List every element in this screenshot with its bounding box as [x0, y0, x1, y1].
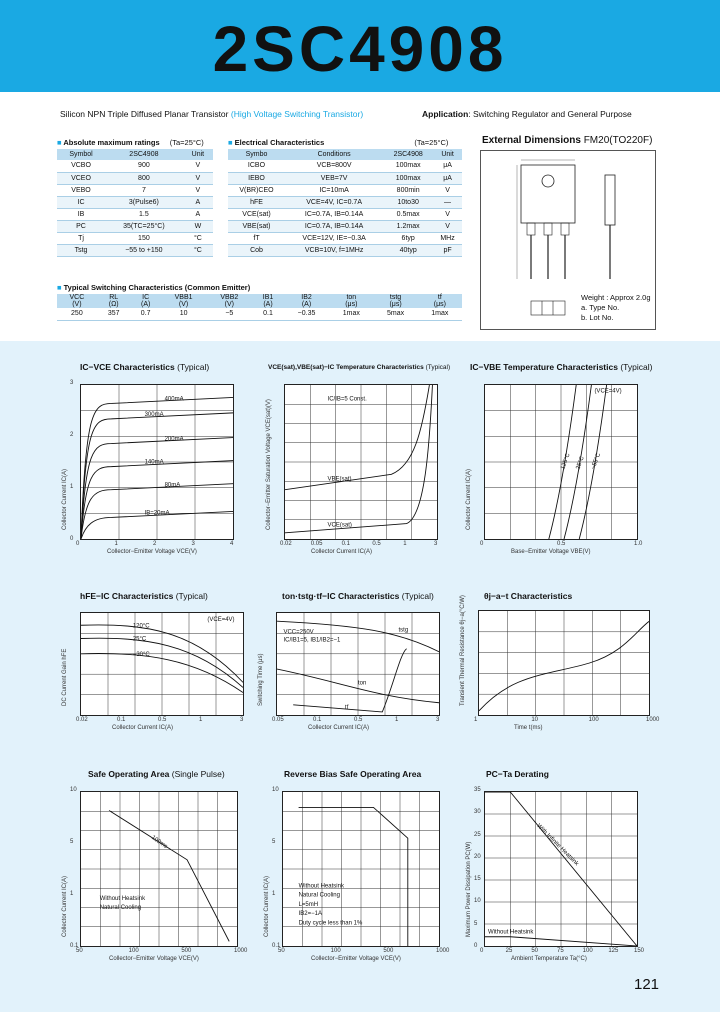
chart-note: Natural Cooling: [99, 905, 142, 912]
elec-table: [228, 149, 462, 257]
curve-label: ton: [358, 680, 367, 687]
curve-label: 200mA: [164, 436, 184, 443]
chart-note: IC/IB1=5, IB1/IB2=−1: [283, 637, 341, 644]
curve-label: 25°C: [132, 636, 147, 643]
table-cell: 10: [161, 308, 207, 320]
curve-label: VCE(sat): [327, 522, 352, 529]
table-cell: V: [433, 208, 462, 220]
plot-svg: [81, 385, 233, 539]
column-header: 2SC4908: [105, 149, 183, 160]
table-cell: V(BR)CEO: [228, 184, 285, 196]
x-tick-label: 25: [505, 948, 513, 954]
table-row: [228, 220, 462, 232]
table-row: [57, 232, 213, 244]
y-tick-label: 10: [272, 787, 279, 793]
table-cell: V: [183, 172, 213, 184]
table-cell: VCBO: [57, 160, 105, 172]
table-row: [57, 208, 213, 220]
table-cell: IC=0.7A, IB=0.14A: [285, 220, 383, 232]
table-cell: 100max: [383, 172, 433, 184]
vce-sat-curve: [285, 385, 432, 533]
x-tick-label: 1000: [646, 717, 660, 723]
table-cell: −0.35: [284, 308, 329, 320]
chart-title-theta: θj−a−t Characteristics: [484, 591, 573, 601]
column-header: Conditions: [285, 149, 383, 160]
column-header: ton (μs): [329, 294, 373, 308]
curve-label: 100ms: [150, 834, 169, 851]
ext-dim-heading: External Dimensions FM20(TO220F): [482, 135, 653, 146]
table-cell: VCE(sat): [228, 208, 285, 220]
table-cell: VCE=4V, IC=0.7A: [285, 196, 383, 208]
table-row: [228, 196, 462, 208]
table-cell: V: [183, 160, 213, 172]
x-tick-label: 0.5: [158, 717, 167, 723]
chart-note: (VCE=4V): [207, 617, 235, 624]
x-axis-label: Base−Emitter Voltage VBE(V): [511, 549, 591, 555]
chart-title-switching: ton·tstg·tf−IC Characteristics (Typical): [282, 591, 434, 601]
x-tick-label: 0.1: [341, 541, 350, 547]
table-cell: −55 to +150: [105, 244, 183, 256]
x-tick-label: 0.05: [310, 541, 323, 547]
table-cell: 5max: [373, 308, 417, 320]
chart-title-hfe: hFE−IC Characteristics (Typical): [80, 591, 208, 601]
x-tick-label: 500: [383, 948, 394, 954]
x-tick-label: 1: [395, 717, 399, 723]
chart-ic-vbe: [484, 384, 638, 540]
table-cell: A: [183, 208, 213, 220]
y-tick-label: 0.1: [272, 943, 281, 949]
curve-label: tf: [345, 704, 349, 711]
table-cell: 357: [97, 308, 131, 320]
chart-note: Without Heatsink: [99, 895, 146, 902]
table-cell: 10to30: [383, 196, 433, 208]
chart-theta: [478, 610, 650, 716]
x-axis-label: Collector Current IC(A): [112, 725, 174, 731]
chart-title-rbsoa: Reverse Bias Safe Operating Area: [284, 769, 422, 779]
x-tick-label: 150: [634, 948, 645, 954]
curve-label: 400mA: [164, 396, 184, 403]
table-row: [228, 172, 462, 184]
chart-title-ic-vbe: IC−VBE Temperature Characteristics (Typical): [470, 362, 653, 372]
x-tick-label: 3: [434, 541, 438, 547]
plot-svg: [285, 385, 437, 539]
switching-heading: ■ Typical Switching Characteristics (Common Emitter): [57, 283, 251, 292]
column-header: IB2 (A): [284, 294, 329, 308]
chart-title-sat: VCE(sat),VBE(sat)−IC Temperature Characteristics (Typical): [268, 364, 451, 371]
x-tick-label: 0.02: [280, 541, 292, 547]
column-header: Symbol: [57, 149, 105, 160]
y-tick-label: 0: [474, 943, 478, 949]
tf-curve: [293, 649, 406, 712]
table-cell: fT: [228, 232, 285, 244]
chart-note: IB2=−1A: [298, 911, 322, 918]
y-axis-label: Transient Thermal Resistance θj−a(°C/W): [460, 595, 466, 706]
y-tick-label: 0: [70, 536, 74, 542]
x-tick-label: 100: [330, 948, 341, 954]
curve-label: 300mA: [144, 411, 164, 418]
abs-max-table: [57, 149, 213, 257]
x-axis-label: Collector Current IC(A): [311, 549, 373, 555]
table-cell: 0.7: [131, 308, 161, 320]
column-header: VBB2 (V): [206, 294, 252, 308]
y-axis-label: Collector Current IC(A): [62, 468, 68, 530]
table-cell: VBE(sat): [228, 220, 285, 232]
part-number-title: 2SC4908: [212, 13, 508, 85]
plot-svg: [81, 613, 243, 715]
table-cell: 7: [105, 184, 183, 196]
x-tick-label: 1: [114, 541, 118, 547]
table-cell: 1max: [418, 308, 462, 320]
table-cell: VCB=10V, f=1MHz: [285, 244, 383, 256]
table-cell: 0.5max: [383, 208, 433, 220]
x-tick-label: 125: [608, 948, 619, 954]
y-tick-label: 30: [474, 809, 481, 816]
y-axis-label: Collector−Emitter Saturation Voltage VCE(sat)(V): [266, 399, 272, 530]
curve-label: 120°C: [132, 623, 150, 630]
y-axis-label: Collector Current IC(A): [264, 875, 270, 937]
x-tick-label: 1: [474, 717, 478, 723]
table-row: [228, 232, 462, 244]
x-tick-label: 100: [588, 717, 599, 723]
table-cell: MHz: [433, 232, 462, 244]
column-header: tstg (μs): [373, 294, 417, 308]
table-cell: 1.2max: [383, 220, 433, 232]
table-cell: 100max: [383, 160, 433, 172]
table-cell: VCEO: [57, 172, 105, 184]
curve-label: IB=20mA: [144, 510, 170, 517]
table-cell: V: [433, 220, 462, 232]
y-axis-label: Maximum Power Dissipation PC(W): [466, 841, 472, 937]
table-cell: V: [183, 184, 213, 196]
table-cell: 800min: [383, 184, 433, 196]
soa-boundary: [109, 810, 229, 941]
table-cell: IC: [57, 196, 105, 208]
chart-rbsoa: [282, 791, 440, 947]
x-axis-label: Collector−Emitter Voltage VCE(V): [107, 549, 197, 555]
y-tick-label: 5: [272, 839, 276, 845]
table-cell: V: [433, 184, 462, 196]
x-tick-label: 3: [191, 541, 195, 547]
column-header: IB1 (A): [252, 294, 284, 308]
chart-note: (VCE=4V): [594, 388, 622, 395]
x-tick-label: 100: [128, 948, 139, 954]
curve-label: −55°C: [590, 452, 603, 471]
chart-note: Without Heatsink: [298, 883, 344, 890]
y-tick-label: 20: [474, 853, 481, 860]
table-cell: 1max: [329, 308, 373, 320]
title-banner: [0, 0, 720, 92]
x-tick-label: 0.05: [272, 717, 284, 723]
column-header: IC (A): [131, 294, 161, 308]
curve-label: VBE(sat): [327, 476, 352, 483]
table-cell: μA: [433, 160, 462, 172]
chart-soa: [80, 791, 238, 947]
x-axis-label: Time t(ms): [514, 725, 543, 731]
x-tick-label: 1: [199, 717, 203, 723]
y-tick-label: 35: [474, 787, 481, 793]
plot-svg: [283, 792, 439, 946]
x-tick-label: 75: [557, 948, 564, 954]
curve-label: 25°C: [575, 455, 586, 471]
x-tick-label: 1000: [436, 948, 450, 954]
chart-title-soa: Safe Operating Area (Single Pulse): [88, 769, 225, 779]
table-row: [228, 208, 462, 220]
application-line: Application: Switching Regulator and General Purpose: [422, 109, 632, 119]
x-tick-label: 3: [240, 717, 244, 723]
table-cell: 0.1: [252, 308, 284, 320]
column-header: tf (μs): [418, 294, 462, 308]
curve-label: tstg: [398, 627, 409, 634]
chart-note: Natural Cooling: [298, 892, 340, 899]
table-cell: 40typ: [383, 244, 433, 256]
table-cell: W: [183, 220, 213, 232]
table-row: [57, 172, 213, 184]
x-tick-label: 500: [181, 948, 192, 954]
y-tick-label: 3: [70, 380, 74, 386]
table-cell: A: [183, 196, 213, 208]
table-cell: IB: [57, 208, 105, 220]
package-notes: Weight : Approx 2.0g a. Type No. b. Lot No.: [581, 293, 651, 322]
table-row: [228, 160, 462, 172]
y-tick-label: 1: [272, 891, 276, 897]
x-tick-label: 1.0: [634, 541, 643, 547]
table-cell: VEB=7V: [285, 172, 383, 184]
x-tick-label: 3: [436, 717, 440, 723]
chart-note: IC/IB=5 Const.: [327, 396, 367, 403]
column-header: Unit: [183, 149, 213, 160]
table-cell: PC: [57, 220, 105, 232]
y-tick-label: 1: [70, 484, 74, 490]
y-axis-label: DC Current Gain hFE: [62, 648, 68, 706]
chart-note: L=5mH: [298, 901, 319, 908]
chart-switching: [276, 612, 440, 716]
x-tick-label: 4: [230, 541, 234, 547]
y-tick-label: 10: [474, 898, 481, 905]
table-cell: 35(TC=25°C): [105, 220, 183, 232]
curve-label: 80mA: [164, 482, 181, 489]
table-cell: 250: [57, 308, 97, 320]
x-tick-label: 1000: [234, 948, 248, 954]
plot-svg: [485, 385, 637, 539]
page-number: 121: [634, 976, 660, 993]
y-tick-label: 1: [70, 891, 74, 897]
table-cell: 150: [105, 232, 183, 244]
chart-title-ic-vce: IC−VCE Characteristics (Typical): [80, 362, 210, 372]
column-header: Symbo: [228, 149, 285, 160]
x-tick-label: 100: [582, 948, 593, 954]
package-drawing: [480, 150, 656, 330]
x-tick-label: 50: [76, 948, 83, 954]
chart-note: VCC=250V: [283, 629, 314, 636]
table-cell: °C: [183, 232, 213, 244]
curve-label: −30°C: [132, 651, 150, 658]
x-tick-label: 50: [278, 948, 285, 954]
column-header: VBB1 (V): [161, 294, 207, 308]
column-header: 2SC4908: [383, 149, 433, 160]
y-axis-label: Switching Time (μs): [258, 653, 264, 706]
table-cell: Tj: [57, 232, 105, 244]
plot-svg: [277, 613, 439, 715]
table-cell: VCB=800V: [285, 160, 383, 172]
x-tick-label: 0.5: [372, 541, 381, 547]
table-row: [57, 184, 213, 196]
x-tick-label: 10: [531, 717, 539, 723]
curve-label: 125°C: [560, 452, 572, 471]
table-cell: −5: [206, 308, 252, 320]
table-cell: 3(Pulse6): [105, 196, 183, 208]
y-axis-label: Collector Current IC(A): [62, 875, 68, 937]
table-cell: IEBO: [228, 172, 285, 184]
chart-note: Duty cycle less than 1%: [298, 920, 363, 927]
curve-label: With Infinite Heatsink: [535, 823, 580, 868]
y-tick-label: 15: [474, 876, 481, 883]
y-tick-label: 2: [70, 432, 74, 438]
table-row: [57, 220, 213, 232]
y-tick-label: 10: [70, 787, 77, 793]
x-axis-label: Ambient Temperature Ta(°C): [511, 956, 587, 962]
chart-title-derating: PC−Ta Derating: [486, 769, 549, 779]
table-cell: hFE: [228, 196, 285, 208]
switching-table: [57, 294, 462, 321]
table-cell: Cob: [228, 244, 285, 256]
table-cell: ICBO: [228, 160, 285, 172]
table-row: [228, 184, 462, 196]
y-tick-label: 5: [70, 839, 74, 845]
x-tick-label: 2: [153, 541, 157, 547]
plot-svg: [81, 792, 237, 946]
x-tick-label: 0: [480, 948, 484, 954]
abs-max-heading: ■ Absolute maximum ratings (Ta=25°C): [57, 138, 204, 147]
column-header: RL (Ω): [97, 294, 131, 308]
x-tick-label: 0: [480, 541, 484, 547]
table-cell: μA: [433, 172, 462, 184]
plot-svg: [479, 611, 649, 715]
x-axis-label: Collector−Emitter Voltage VCE(V): [109, 956, 199, 962]
table-cell: pF: [433, 244, 462, 256]
table-cell: IC=10mA: [285, 184, 383, 196]
y-tick-label: 25: [474, 831, 481, 838]
table-row: [57, 160, 213, 172]
chart-sat: [284, 384, 438, 540]
table-cell: 800: [105, 172, 183, 184]
table-row: [228, 244, 462, 256]
chart-hfe: [80, 612, 244, 716]
curve-label: Without Heatsink: [488, 929, 534, 936]
table-cell: 900: [105, 160, 183, 172]
table-cell: VEBO: [57, 184, 105, 196]
chart-derating: [484, 791, 638, 947]
chart-ic-vce: [80, 384, 234, 540]
x-axis-label: Collector Current IC(A): [308, 725, 370, 731]
table-cell: VCE=12V, IE=−0.3A: [285, 232, 383, 244]
column-header: VCC (V): [57, 294, 97, 308]
column-header: Unit: [433, 149, 462, 160]
x-axis-label: Collector−Emitter Voltage VCE(V): [311, 956, 401, 962]
x-tick-label: 0.5: [557, 541, 566, 547]
table-cell: 1.5: [105, 208, 183, 220]
y-tick-label: 0.1: [70, 943, 79, 949]
table-row: [57, 244, 213, 256]
x-tick-label: 0.02: [76, 717, 88, 723]
table-row: [57, 196, 213, 208]
table-cell: —: [433, 196, 462, 208]
elec-heading: ■ Electrical Characteristics (Ta=25°C): [228, 138, 449, 147]
x-tick-label: 0.1: [313, 717, 322, 723]
x-tick-label: 0.1: [117, 717, 126, 723]
device-description: Silicon NPN Triple Diffused Planar Transistor (High Voltage Switching Transistor): [60, 109, 364, 119]
table-cell: °C: [183, 244, 213, 256]
x-tick-label: 1: [403, 541, 407, 547]
x-tick-label: 0.5: [354, 717, 363, 723]
plot-svg: [485, 792, 637, 946]
y-tick-label: 5: [474, 920, 478, 927]
table-cell: IC=0.7A, IB=0.14A: [285, 208, 383, 220]
x-tick-label: 0: [76, 541, 80, 547]
curve-label: 140mA: [144, 459, 164, 466]
y-axis-label: Collector Current IC(A): [466, 468, 472, 530]
table-cell: Tstg: [57, 244, 105, 256]
table-row: [57, 308, 462, 320]
table-cell: 6typ: [383, 232, 433, 244]
x-tick-label: 50: [531, 948, 539, 954]
